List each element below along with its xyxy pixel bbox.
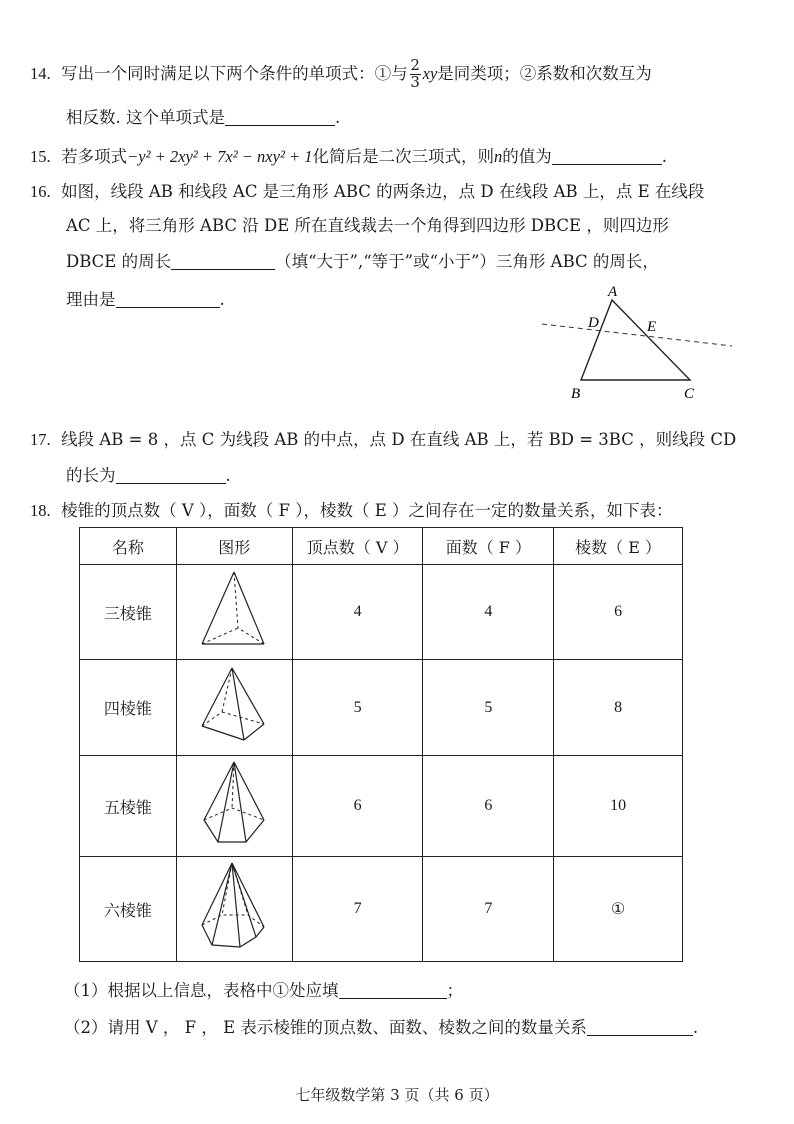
q18-sub1-answer-blank[interactable]	[339, 980, 447, 999]
triangular-pyramid-icon	[194, 568, 274, 652]
q14-fraction	[410, 58, 421, 91]
row-figure	[176, 857, 292, 962]
row-faces: 5	[423, 660, 554, 756]
row-name: 五棱锥	[80, 756, 177, 857]
table-row	[80, 857, 683, 962]
header-faces: 面数（ F ）	[423, 528, 554, 565]
q18-sub1	[64, 977, 463, 1001]
hexagonal-pyramid-icon	[194, 859, 274, 955]
q16-line3-text-a: DBCE 的周长	[66, 252, 172, 271]
row-vertices: 7	[292, 857, 423, 962]
row-vertices: 5	[292, 660, 423, 756]
q14-var: xy	[422, 63, 438, 83]
q16-line3	[66, 248, 659, 272]
q18-sub1-text: （1）根据以上信息，表格中①处应填	[64, 981, 339, 1000]
q18-sub2	[64, 1014, 698, 1038]
q18-number: 18.	[30, 501, 51, 520]
row-edges: 6	[554, 565, 683, 660]
q18-intro-text: 棱锥的顶点数（ V ），面数（ F ），棱数（ E ）之间存在一定的数量关系，如下表：	[61, 501, 673, 520]
row-edges: 8	[554, 660, 683, 756]
q14-frac-den: 3	[410, 72, 420, 91]
q14-frac-num: 2	[410, 56, 420, 74]
header-figure: 图形	[176, 528, 292, 565]
q14-text-2: 是同类项；②系数和次数互为	[437, 63, 652, 83]
q14-line2-text: 相反数. 这个单项式是	[66, 108, 225, 127]
q17-line1	[30, 426, 736, 450]
q16-line2-text: AC 上，将三角形 ABC 沿 DE 所在直线裁去一个角得到四边形 DBCE ，则四边形	[66, 216, 669, 235]
q17-line2-text: 的长为	[66, 466, 116, 485]
label-e: E	[647, 319, 657, 335]
q17-line1-text: 线段 AB = 8 ，点 C 为线段 AB 的中点，点 D 在直线 AB 上，若 BD = 3BC ，则线段 CD	[61, 430, 737, 449]
q18-sub2-end: .	[692, 1018, 699, 1037]
q16-line1-text: 如图，线段 AB 和线段 AC 是三角形 ABC 的两条边，点 D 在线段 AB 上，点 E 在线段	[61, 182, 705, 201]
q15-n: n	[494, 147, 503, 166]
q15-answer-blank[interactable]	[552, 146, 662, 165]
q16-answer-blank-1[interactable]	[171, 251, 275, 270]
q14-line1	[30, 58, 652, 91]
row-figure	[176, 565, 292, 660]
q17-line2	[66, 462, 231, 486]
header-vertices: 顶点数（ V ）	[292, 528, 423, 565]
q18-sub2-text: （2）请用 V ， F ， E 表示棱锥的顶点数、面数、棱数之间的数量关系	[64, 1018, 587, 1037]
q18-sub2-answer-blank[interactable]	[587, 1017, 693, 1036]
header-edges: 棱数（ E ）	[554, 528, 683, 565]
q16-line3-text-b: （填“大于”,“等于”或“小于”）三角形 ABC 的周长，	[275, 252, 659, 271]
q15-end: .	[661, 147, 668, 166]
q16-line1	[30, 178, 704, 202]
row-edges: ①	[554, 857, 683, 962]
q17-answer-blank[interactable]	[116, 465, 226, 484]
row-name: 四棱锥	[80, 660, 177, 756]
q14-number: 14.	[30, 63, 51, 83]
row-vertices: 6	[292, 756, 423, 857]
q15-text-2: 化简后是二次三项式，则	[312, 147, 495, 166]
label-c: C	[684, 386, 695, 402]
q15-expression: −y² + 2xy² + 7x² − nxy² + 1	[127, 147, 313, 166]
q16-line4-text: 理由是	[66, 290, 116, 309]
q15-line	[30, 143, 667, 167]
pyramid-table	[79, 527, 683, 962]
q14-text-1: 写出一个同时满足以下两个条件的单项式：①与	[61, 63, 408, 83]
row-faces: 6	[423, 756, 554, 857]
q16-triangle-figure	[536, 282, 736, 402]
q15-number: 15.	[30, 147, 51, 166]
row-figure	[176, 660, 292, 756]
table-header-row	[80, 528, 683, 565]
q16-line4	[66, 286, 225, 310]
q17-number: 17.	[30, 430, 51, 449]
header-name: 名称	[80, 528, 177, 565]
table-row	[80, 660, 683, 756]
q16-line2	[66, 212, 669, 236]
label-b: B	[571, 386, 581, 402]
q18-intro	[30, 497, 673, 521]
square-pyramid-icon	[194, 664, 274, 748]
q16-number: 16.	[30, 182, 51, 201]
page-footer: 七年级数学第 3 页（共 6 页）	[295, 1086, 499, 1104]
q14-end: .	[335, 108, 341, 127]
row-name: 三棱锥	[80, 565, 177, 660]
q16-answer-blank-2[interactable]	[116, 289, 220, 308]
row-figure	[176, 756, 292, 857]
q16-end: .	[219, 290, 225, 309]
cut-line	[542, 324, 732, 346]
row-vertices: 4	[292, 565, 423, 660]
q15-text-1: 若多项式	[61, 147, 128, 166]
pentagonal-pyramid-icon	[194, 758, 274, 850]
row-faces: 4	[423, 565, 554, 660]
row-edges: 10	[554, 756, 683, 857]
q14-answer-blank[interactable]	[225, 107, 335, 126]
label-d: D	[588, 315, 599, 331]
table-row	[80, 565, 683, 660]
row-name: 六棱锥	[80, 857, 177, 962]
q15-text-3: 的值为	[502, 147, 552, 166]
q18-sub1-end: ；	[446, 981, 463, 1000]
label-a: A	[608, 284, 618, 300]
row-faces: 7	[423, 857, 554, 962]
table-row	[80, 756, 683, 857]
q17-end: .	[225, 466, 231, 485]
q14-line2	[66, 104, 340, 128]
triangle-abc	[581, 300, 690, 380]
